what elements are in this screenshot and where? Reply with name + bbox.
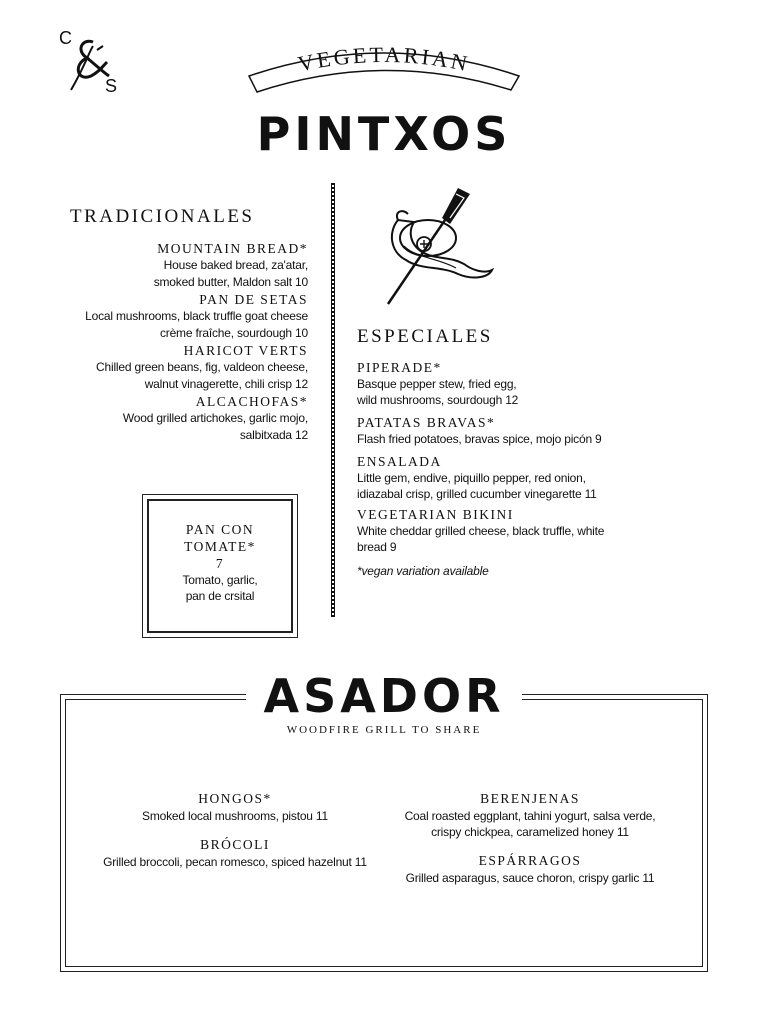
asador-right-column: [395, 790, 665, 898]
tradicionales-list: [60, 240, 308, 444]
list-item: [60, 240, 308, 290]
item-desc: crispy chickpea, caramelized honey 11: [431, 825, 629, 839]
list-item: [100, 836, 370, 870]
list-item: [395, 790, 665, 840]
item-name: ENSALADA: [357, 454, 442, 469]
item-desc: Grilled asparagus, sauce choron, crispy garlic 11: [405, 871, 655, 885]
pan-con-tomate-price: 7: [215, 556, 225, 571]
pan-con-tomate-desc-line1: Tomato, garlic,: [182, 573, 258, 587]
list-item: [100, 790, 370, 824]
item-desc: Wood grilled artichokes, garlic mojo,: [122, 411, 308, 425]
item-desc: White cheddar grilled cheese, black truffle, white: [357, 524, 605, 538]
logo-letter-c: C: [59, 28, 72, 48]
item-desc: Chilled green beans, fig, valdeon cheese,: [96, 360, 308, 374]
pan-con-tomate-inner-border: [147, 499, 293, 633]
pan-con-tomate-name-line2: TOMATE*: [184, 539, 256, 554]
list-item: [357, 359, 627, 408]
tradicionales-heading: TRADICIONALES: [70, 206, 255, 227]
item-name: PATATAS BRAVAS*: [357, 415, 496, 430]
vegetarian-banner: [243, 36, 525, 98]
item-name: PIPERADE*: [357, 360, 442, 375]
list-item: [357, 506, 627, 555]
item-desc: Basque pepper stew, fried egg,: [357, 377, 517, 391]
item-name: HONGOS*: [198, 791, 272, 806]
item-desc: bread 9: [357, 540, 397, 554]
pintxos-title: PINTXOS: [256, 107, 512, 161]
pan-con-tomate-desc-line2: pan de crsital: [185, 589, 255, 603]
asador-subtitle: WOODFIRE GRILL TO SHARE: [286, 724, 482, 736]
item-desc: Local mushrooms, black truffle goat cheese: [85, 309, 308, 323]
item-desc: smoked butter, Maldon salt 10: [153, 275, 308, 289]
logo: [55, 28, 125, 100]
item-desc: wild mushrooms, sourdough 12: [357, 393, 519, 407]
list-item: [60, 342, 308, 392]
item-desc: House baked bread, za'atar,: [163, 258, 308, 272]
item-desc: walnut vinagerette, chili crisp 12: [144, 377, 308, 391]
column-divider: [330, 183, 336, 617]
pan-con-tomate-name-line1: PAN CON: [185, 522, 255, 537]
item-desc: Smoked local mushrooms, pistou 11: [142, 809, 328, 823]
especiales-list: [357, 355, 627, 579]
list-item: [60, 393, 308, 443]
item-desc: salbitxada 12: [239, 428, 308, 442]
vegan-note: *vegan variation available: [357, 564, 489, 578]
item-name: BERENJENAS: [480, 791, 580, 806]
item-name: HARICOT VERTS: [183, 343, 308, 358]
logo-letter-s: S: [105, 76, 118, 96]
item-desc: Coal roasted eggplant, tahini yogurt, salsa verde,: [404, 809, 656, 823]
item-desc: Grilled broccoli, pecan romesco, spiced hazelnut 11: [103, 855, 367, 869]
item-name: VEGETARIAN BIKINI: [357, 507, 514, 522]
list-item: [357, 453, 627, 502]
item-desc: idiazabal crisp, grilled cucumber vinegarette 11: [357, 487, 597, 501]
banner-text: VEGETARIAN: [295, 41, 473, 77]
asador-title: ASADOR: [263, 669, 505, 723]
list-item: [357, 414, 627, 447]
list-item: [395, 852, 665, 886]
item-name: ESPÁRRAGOS: [478, 853, 582, 868]
item-name: BRÓCOLI: [200, 837, 270, 852]
item-name: MOUNTAIN BREAD*: [157, 241, 308, 256]
list-item: [60, 291, 308, 341]
especiales-heading: ESPECIALES: [357, 326, 493, 347]
pan-con-tomate-box: [142, 494, 298, 638]
item-desc: Little gem, endive, piquillo pepper, red onion,: [357, 471, 586, 485]
asador-left-column: [100, 790, 370, 882]
item-name: PAN DE SETAS: [199, 292, 308, 307]
pintxo-skewer-illustration: [380, 186, 500, 306]
item-desc: crème fraîche, sourdough 10: [159, 326, 308, 340]
item-name: ALCACHOFAS*: [195, 394, 308, 409]
item-desc: Flash fried potatoes, bravas spice, mojo picón 9: [357, 432, 602, 446]
